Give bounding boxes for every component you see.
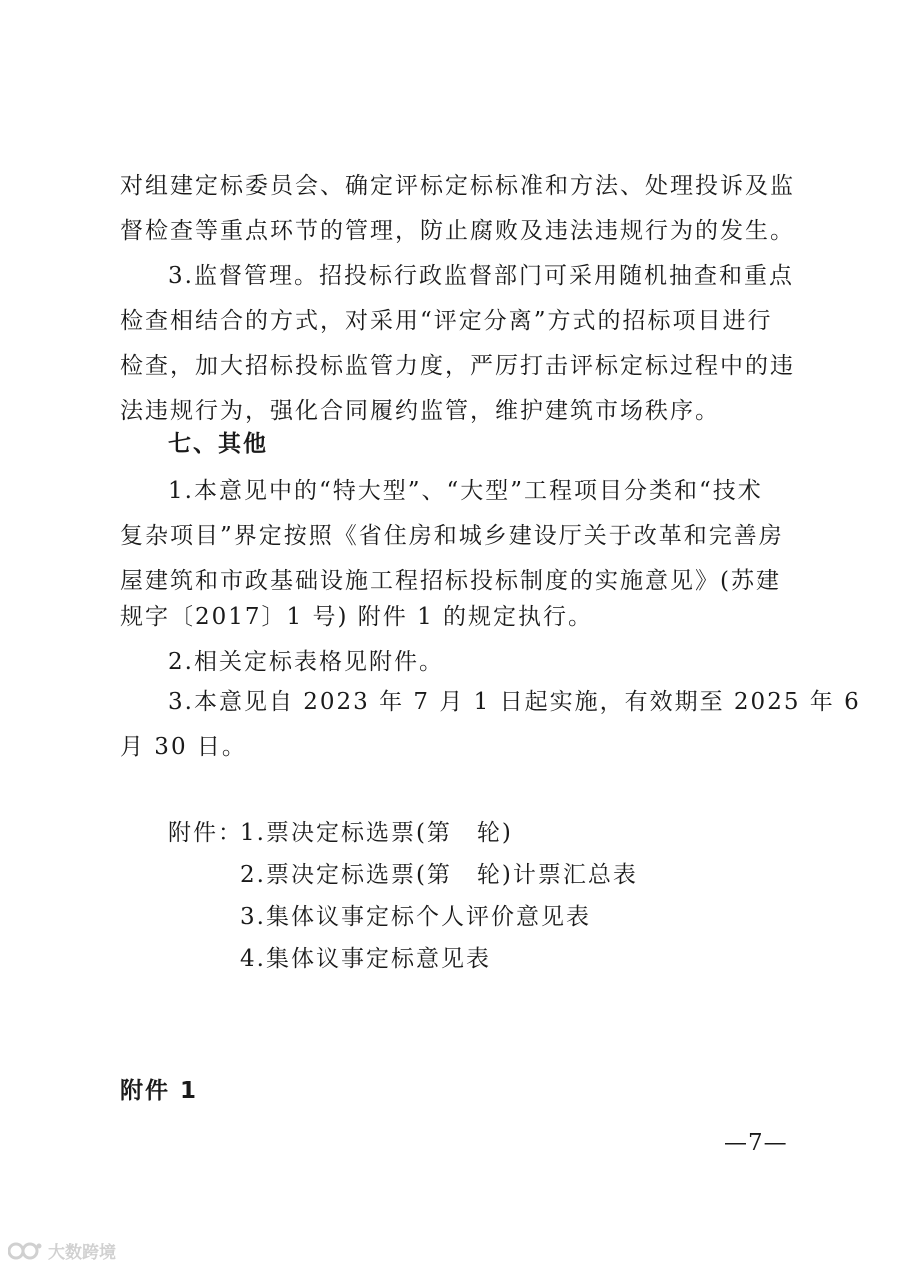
body-line-2: 督检查等重点环节的管理，防止腐败及违法违规行为的发生。 [120,218,795,244]
watermark [8,1238,116,1263]
body-line-1: 对组建定标委员会、确定评标定标标准和方法、处理投诉及监 [120,173,795,199]
body-line-3: 3.监督管理。招投标行政监督部门可采用随机抽查和重点 [168,263,794,289]
body-line-9: 屋建筑和市政基础设施工程招标投标制度的实施意见》(苏建 [120,568,781,594]
attachment-item-4: 4.集体议事定标意见表 [240,946,491,972]
attachment-label: 附件 1 [120,1078,199,1104]
body-line-7: 1.本意见中的“特大型”、“大型”工程项目分类和“技术 [168,478,763,504]
body-line-13: 月 30 日。 [120,734,247,760]
body-line-6: 法违规行为，强化合同履约监管，维护建筑市场秩序。 [120,398,720,424]
attachment-item-3: 3.集体议事定标个人评价意见表 [240,904,591,930]
kk-logo-icon [8,1240,42,1262]
page-number: —7— [724,1130,788,1156]
attachments-prefix: 附件： [168,820,243,846]
watermark-text: 大数跨境 [48,1243,116,1263]
body-line-8: 复杂项目”界定按照《省住房和城乡建设厅关于改革和完善房 [120,523,784,549]
body-line-5: 检查，加大招标投标监管力度，严厉打击评标定标过程中的违 [120,353,795,379]
body-line-11: 2.相关定标表格见附件。 [168,649,444,675]
section-heading: 七、其他 [168,431,268,457]
body-line-10: 规字〔2017〕1 号) 附件 1 的规定执行。 [120,604,594,630]
attachment-item-2: 2.票决定标选票(第 轮)计票汇总表 [240,862,638,888]
attachment-item-1: 1.票决定标选票(第 轮) [240,820,513,846]
body-line-4: 检查相结合的方式，对采用“评定分离”方式的招标项目进行 [120,308,773,334]
body-line-12: 3.本意见自 2023 年 7 月 1 日起实施，有效期至 2025 年 6 [168,689,861,715]
